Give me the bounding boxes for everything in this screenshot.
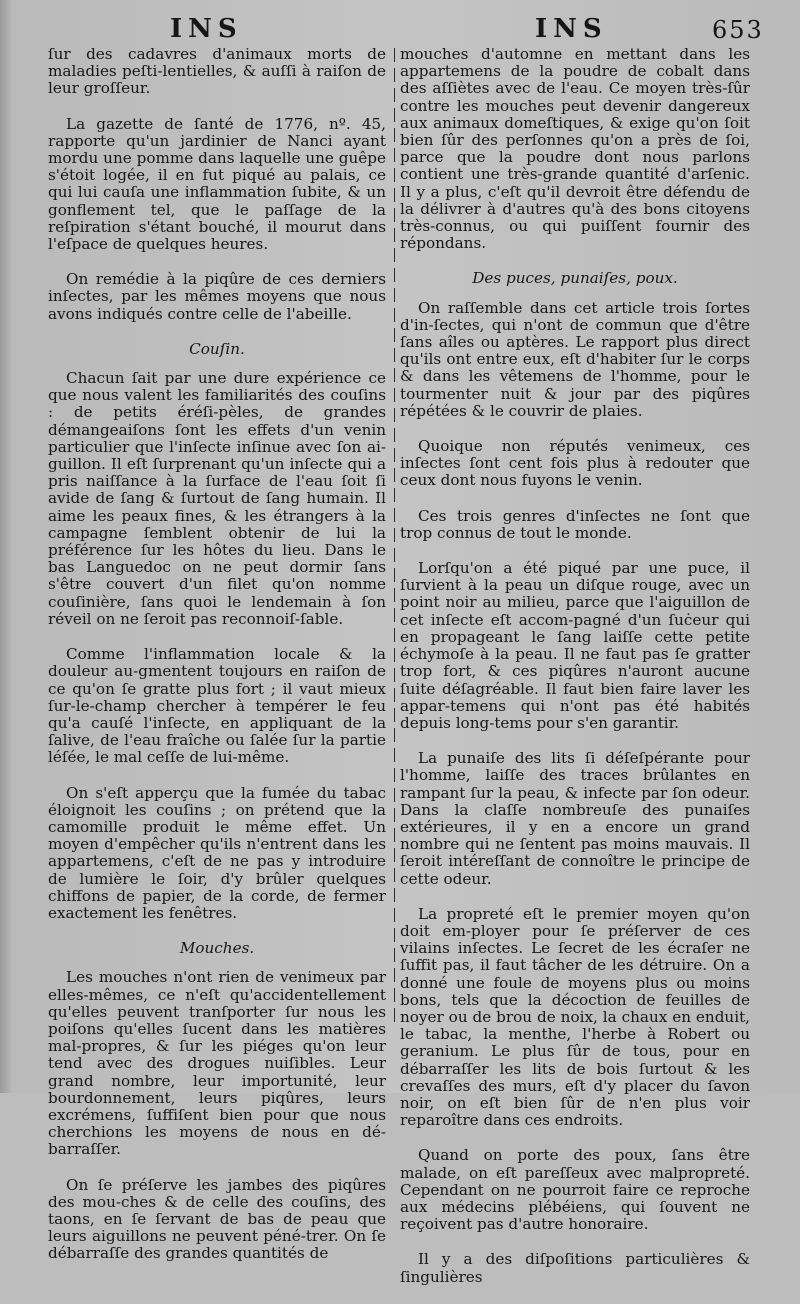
paragraph: Ces trois genres d'inſectes ne ſont que trop connus de tout le monde. (400, 506, 750, 542)
header-right-word: INS (535, 14, 608, 44)
paragraph: On remédie à la piqûre de ces derniers inſectes, par les mêmes moyens que nous avons indiqués contre celle de l'abeille. (48, 270, 386, 323)
left-text-column (48, 46, 386, 1281)
section-heading: Mouches. (179, 939, 255, 958)
page-gutter-shadow (0, 0, 14, 1093)
section-heading: Couſin. (189, 339, 245, 358)
paragraph: Il y a des diſpoſitions particulières & ſingulières (400, 1250, 750, 1286)
paragraph: On raſſemble dans cet article trois ſortes d'in-ſectes, qui n'ont de commun que d'être ſans aîles ou aptères. Le rapport plus direct qu'ils ont entre eux, eſt d'habiter ſur le corps & dans les vêtemens de l'homme, pour le tourmenter nuit & jour par des piqûres répétées & le couvrir de plaies. (400, 298, 750, 420)
header-left-word: INS (170, 14, 243, 44)
paragraph: La gazette de ſanté de 1776, nº. 45, rapporte qu'un jardinier de Nanci ayant mordu une pomme dans laquelle une guêpe s'étoit logée, il en fut piqué au palais, ce qui lui cauſa une inflammation ſubite, & un gonflement tel, que le paſſage de la reſpiration s'étant bouché, il mourut dans l'eſpace de quelques heures. (48, 114, 386, 254)
running-header (0, 8, 800, 46)
paragraph: Lorſqu'on a été piqué par une puce, il ſurvient à la peau un diſque rouge, avec un point noir au milieu, parce que l'aiguillon de cet inſecte eſt accom-pagné d'un ſuċeur qui en propageant le ſang laiſſe cette petite échymoſe à la peau. Il ne faut pas ſe gratter trop fort, & ces piqûres n'auront aucune ſuite déſagréable. Il faut bien faire laver les appar-temens qui n'ont pas été habités depuis long-tems pour s'en garantir. (400, 559, 750, 732)
column-divider (394, 48, 395, 1028)
paragraph: Chacun ſait par une dure expérience ce que nous valent les familiarités des couſins : de petits éréſi-pèles, de grandes démangeaiſons ſont les effets d'un venin particulier que l'inſecte inſinue avec ſon ai-guillon. Il eſt ſurprenant qu'un inſecte qui a pris naiſſance à la ſurface de l'eau ſoit ſi avide de ſang & ſurtout de ſang humain. Il aime les peaux fines, & les étrangers à la campagne ſemblent obtenir de lui la préférence ſur les hôtes du lieu. Dans le bas Languedoc on ne peut dormir ſans s'être couvert d'un filet qu'on nomme couſinière, ſans quoi le lendemain à ſon réveil on ne ſeroit pas reconnoiſ-ſable. (48, 369, 386, 628)
paragraph: Les mouches n'ont rien de venimeux par elles-mêmes, ce n'eſt qu'accidentellement qu'elles peuvent tranſporter ſur nous les poiſons qu'elles ſucent dans les matières mal-propres, & ſur les piéges qu'on leur tend avec des drogues nuiſibles. Leur grand nombre, leur importunité, leur bourdonnement, leurs piqûres, leurs excrémens, ſuffiſent bien pour que nous cherchions les moyens de nous en dé-barraſſer. (48, 968, 386, 1159)
paragraph: On s'eſt apperçu que la fumée du tabac éloignoit les couſins ; on prétend que la camomille produit le même effet. Un moyen d'empêcher qu'ils n'entrent dans les appartemens, c'eſt de ne pas y introduire de lumière le ſoir, d'y brûler quelques chiffons de papier, de la corde, de fermer exactement les fenêtres. (48, 783, 386, 922)
paragraph: La propreté eſt le premier moyen qu'on doit em-ployer pour ſe préſerver de ces vilains inſectes. Le ſecret de les écraſer ne ſuffit pas, il faut tâcher de les détruire. On a donné une foule de moyens plus ou moins bons, tels que la décoction de feuilles de noyer ou de brou de noix, la chaux en enduit, le tabac, la menthe, l'herbe à Robert ou geranium. Le plus ſûr de tous, pour en débarraſſer les lits de bois ſurtout & les crevaſſes des murs, eſt d'y placer du ſavon noir, on eſt bien ſûr de n'en plus voir reparoître dans ces endroits. (400, 904, 750, 1130)
page-number: 653 (712, 16, 764, 44)
paragraph: Quand on porte des poux, ſans être malade, on eſt pareſſeux avec malpropreté. Cependant on ne pourroit faire ce reproche aux médecins plébéiens, qui ſouvent ne reçoivent pas d'autre honoraire. (400, 1146, 750, 1234)
paragraph: Comme l'inflammation locale & la douleur au-gmentent toujours en raiſon de ce qu'on ſe gratte plus fort ; il vaut mieux ſur-le-champ chercher à tempérer le feu qu'a cauſé l'inſecte, en appliquant de la ſalive, de l'eau fraîche ou ſalée ſur la partie léſée, le mal ceſſe de lui-même. (48, 645, 386, 767)
paragraph: mouches d'automne en mettant dans les appartemens de la poudre de cobalt dans des aſſiètes avec de l'eau. Ce moyen très-ſûr contre les mouches peut devenir dangereux aux animaux domeſtiques, & exige qu'on ſoit bien ſûr des perſonnes qu'on a près de ſoi, parce que la poudre dont nous parlons contient une très-grande quantité d'arſenic. Il y a plus, c'eſt qu'il devroit être défendu de la délivrer à d'autres qu'à des bons citoyens très-connus, ou qui puiſſent fournir des répondans. (400, 45, 750, 253)
paragraph: ſur des cadavres d'animaux morts de maladies peſti-lentielles, & auſſi à raiſon de leur groſſeur. (48, 45, 386, 98)
right-text-column (400, 46, 750, 1304)
section-heading: Des puces, punaiſes, poux. (472, 269, 678, 288)
paragraph: Quoique non réputés venimeux, ces inſectes ſont cent fois plus à redouter que ceux dont nous fuyons le venin. (400, 437, 750, 490)
paragraph: La punaiſe des lits ſi déſeſpérante pour l'homme, laiſſe des traces brûlantes en rampant ſur la peau, & infecte par ſon odeur. Dans la claſſe nombreuſe des punaiſes extérieures, il y en a encore un grand nombre qui ne ſentent pas moins mauvais. Il ſeroit intéreſſant de connoître le principe de cette odeur. (400, 749, 750, 888)
paragraph: On ſe préſerve les jambes des piqûres des mou-ches & de celle des couſins, des taons, en ſe ſervant de bas de peau que leurs aiguillons ne peuvent péné-trer. On ſe débarraſſe des grandes quantités de (48, 1175, 386, 1263)
